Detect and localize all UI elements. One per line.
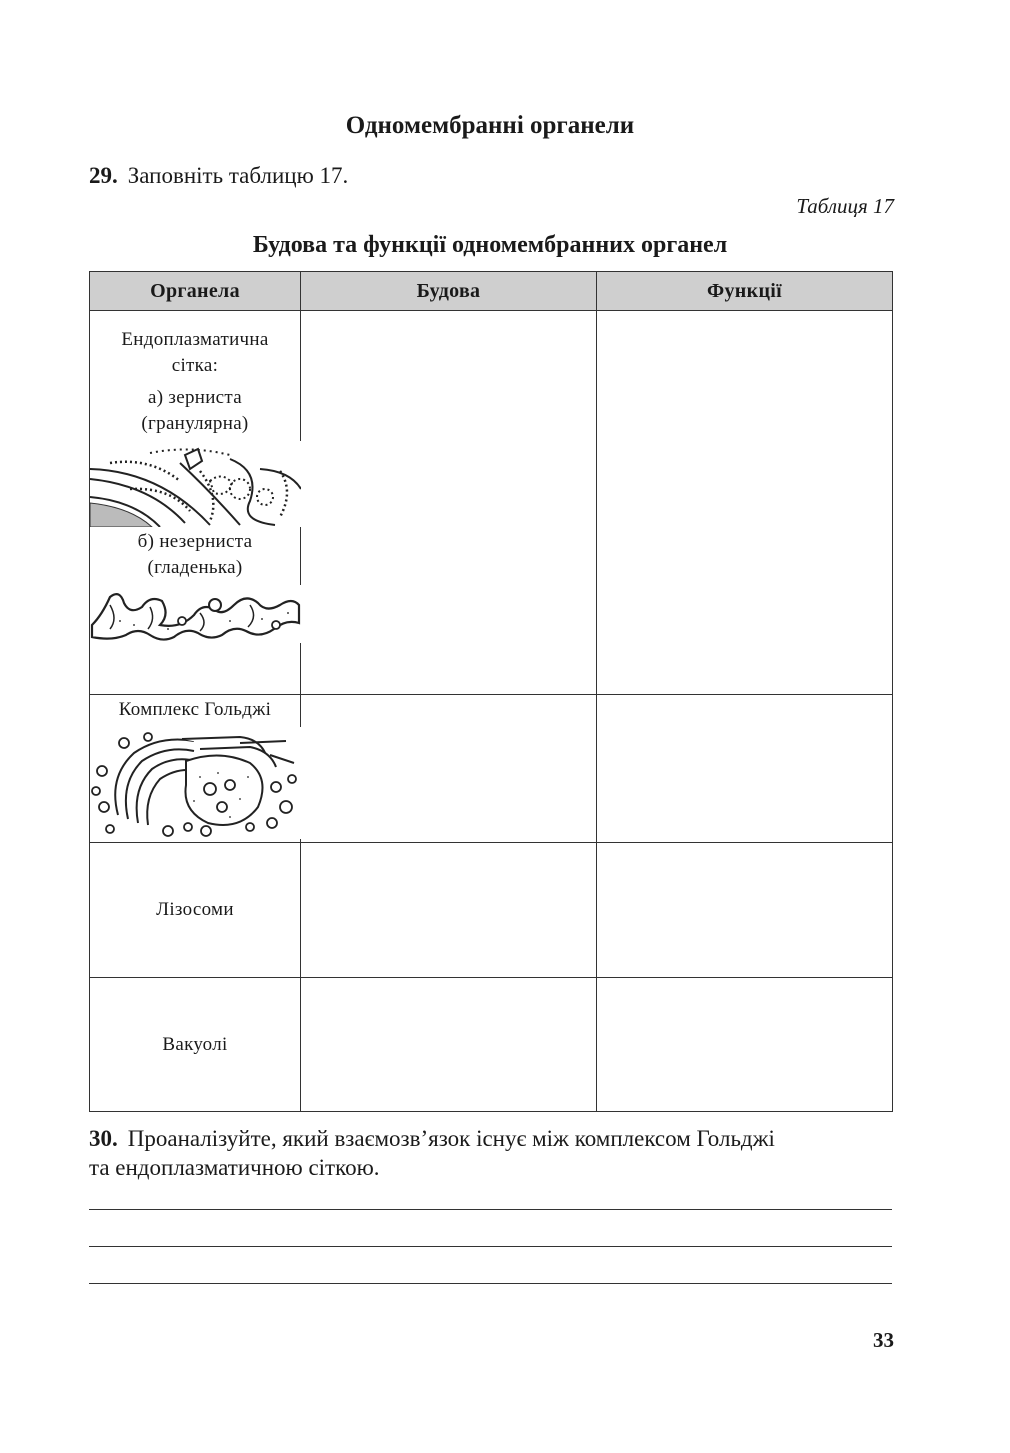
er-sub-b-1: б) незерниста	[137, 531, 253, 552]
golgi-image	[90, 727, 300, 839]
page-number: 33	[873, 1328, 894, 1352]
table-label: Таблиця 17	[796, 194, 894, 218]
cell-lysosomes-name	[90, 843, 301, 978]
er-sub-a-1: а) зерниста	[148, 387, 242, 408]
organelle-table	[89, 271, 893, 1112]
table-row-golgi	[90, 695, 893, 843]
cell-er-structure[interactable]	[301, 311, 597, 695]
task-29	[89, 163, 348, 189]
lysosomes-label: Лізосоми	[156, 899, 234, 920]
cell-lysosomes-functions[interactable]	[597, 843, 893, 978]
header-structure: Будова	[301, 272, 597, 311]
er-sub-a-2: (гранулярна)	[141, 413, 249, 434]
er-sub-b-2: (гладенька)	[147, 557, 243, 578]
answer-line[interactable]	[89, 1209, 892, 1210]
answer-line[interactable]	[89, 1246, 892, 1247]
cell-vacuoles-name	[90, 978, 301, 1112]
task-number: 30.	[89, 1126, 118, 1151]
cell-vacuoles-structure[interactable]	[301, 978, 597, 1112]
table-header-row	[90, 272, 893, 311]
cell-golgi-functions[interactable]	[597, 695, 893, 843]
task-30-line-1: Проаналізуйте, який взаємозв’язок існує між комплексом Гольджі	[127, 1126, 775, 1151]
golgi-label: Комплекс Гольджі	[118, 699, 272, 720]
task-text: Заповніть таблицю 17.	[127, 163, 349, 188]
er-line-2: сітка:	[171, 355, 219, 376]
table-row-er	[90, 311, 893, 695]
task-30	[89, 1124, 892, 1182]
cell-vacuoles-functions[interactable]	[597, 978, 893, 1112]
cell-golgi-name	[90, 695, 301, 843]
header-functions: Функції	[597, 272, 893, 311]
header-organelle: Органела	[90, 272, 301, 311]
er-line-1: Ендоплазматична	[121, 329, 269, 350]
rough-er-image	[90, 441, 300, 527]
table-row-lysosomes	[90, 843, 893, 978]
cell-golgi-structure[interactable]	[301, 695, 597, 843]
vacuoles-label: Вакуолі	[162, 1033, 228, 1055]
task-number: 29.	[89, 163, 118, 188]
cell-lysosomes-structure[interactable]	[301, 843, 597, 978]
table-row-vacuoles	[90, 978, 893, 1112]
cell-er-functions[interactable]	[597, 311, 893, 695]
answer-line[interactable]	[89, 1283, 892, 1284]
cell-er-name	[90, 311, 301, 695]
table-title: Будова та функції одномембранних органел	[252, 232, 728, 258]
task-30-line-2: та ендоплазматичною сіткою.	[89, 1155, 380, 1180]
smooth-er-image	[90, 585, 300, 643]
section-title: Одномембранні органели	[345, 112, 635, 139]
